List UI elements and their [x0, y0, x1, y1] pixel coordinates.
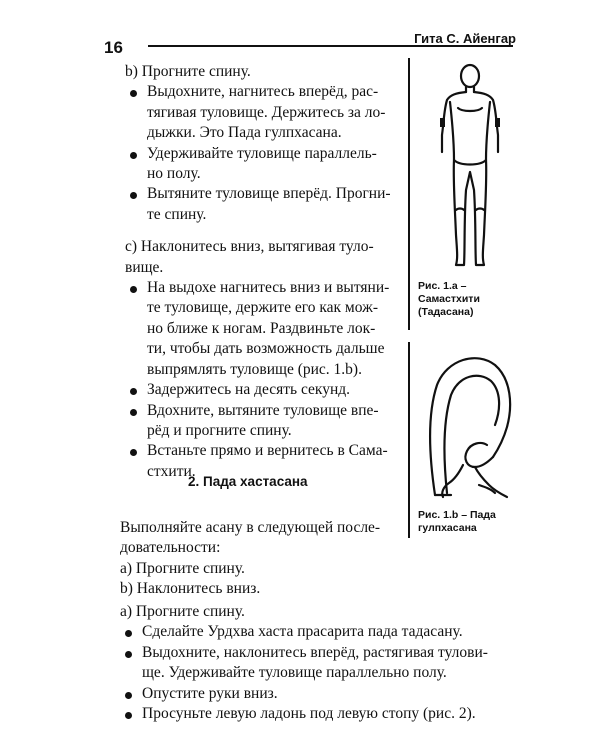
- bullet-item: [120, 704, 520, 724]
- line: Сделайте Урдхва хаста прасарита пада тадасану.: [142, 623, 463, 641]
- line: ти, чтобы дать возможность дальше: [147, 340, 385, 358]
- caption-line: гулпхасана: [418, 522, 477, 534]
- bullet-item: [120, 643, 520, 684]
- bullet-item: [125, 278, 405, 380]
- caption-line: Самастхити: [418, 293, 480, 305]
- line: рёд и прогните спину.: [147, 421, 292, 439]
- figure-1a-standing-pose: [420, 60, 520, 275]
- bullet-dot-icon: [130, 388, 137, 395]
- bullet-dot-icon: [130, 90, 137, 97]
- bullet-dot-icon: [130, 286, 137, 293]
- bullet-item: [125, 184, 405, 225]
- bullet-dot-icon: [125, 630, 132, 637]
- intro-line: довательности:: [120, 539, 221, 557]
- c-heading-line: c) Наклонитесь вниз, вытягивая туло-: [125, 238, 374, 256]
- step-line: a) Прогните спину.: [120, 559, 245, 577]
- section-intro: [120, 518, 520, 600]
- bullet-dot-icon: [130, 409, 137, 416]
- caption-line: Рис. 1.а –: [418, 280, 467, 292]
- line: но ближе к ногам. Раздвиньте лок-: [147, 319, 376, 337]
- caption-line: (Тадасана): [418, 306, 474, 318]
- line: На выдохе нагнитесь вниз и вытяни-: [147, 279, 390, 297]
- bullet-item: [120, 622, 520, 642]
- line: Опустите руки вниз.: [142, 684, 278, 702]
- bullet-dot-icon: [130, 449, 137, 456]
- section-heading: 2. Пада хастасана: [188, 474, 308, 489]
- figure-1b-forward-bend-pose: [415, 345, 525, 505]
- figure-1a-caption: [418, 280, 518, 319]
- bullet-dot-icon: [130, 192, 137, 199]
- c-heading-line: вище.: [125, 258, 164, 276]
- bullet-item: [125, 380, 405, 400]
- figure-divider: [408, 342, 410, 538]
- line: Встаньте прямо и вернитесь в Сама-: [147, 442, 388, 460]
- line: те спину.: [147, 205, 207, 223]
- running-head: Гита С. Айенгар: [414, 31, 516, 46]
- bullet-item: [120, 684, 520, 704]
- a-block: [120, 602, 520, 724]
- line: Вдохните, вытяните туловище впе-: [147, 401, 379, 419]
- line: Вытяните туловище вперёд. Прогни-: [147, 185, 391, 203]
- line: те туловище, держите его как мож-: [147, 299, 378, 317]
- text-column: [125, 62, 405, 482]
- step-line: b) Наклонитесь вниз.: [120, 580, 261, 598]
- line: ще. Удерживайте туловище параллельно полу.: [142, 664, 447, 682]
- line: дыжки. Это Пада гулпхасана.: [147, 124, 342, 142]
- line: тягивая туловище. Держитесь за ло-: [147, 103, 386, 121]
- b-heading: b) Прогните спину.: [125, 63, 251, 80]
- line: Выдохните, нагнитесь вперёд, рас-: [147, 83, 379, 101]
- bullet-dot-icon: [125, 651, 132, 658]
- bullet-dot-icon: [130, 152, 137, 159]
- a-heading: a) Прогните спину.: [120, 603, 245, 620]
- bullet-dot-icon: [125, 712, 132, 719]
- bullet-item: [125, 82, 405, 143]
- line: выпрямлять туловище (рис. 1.b).: [147, 360, 362, 378]
- caption-line: Рис. 1.b – Пада: [418, 509, 496, 521]
- bullet-dot-icon: [125, 692, 132, 699]
- figure-divider: [408, 58, 410, 330]
- line: стхити.: [147, 462, 196, 480]
- line: Выдохните, наклонитесь вперёд, растягивая тулови-: [142, 643, 488, 661]
- line: Задержитесь на десять секунд.: [147, 381, 351, 399]
- line: но полу.: [147, 165, 201, 183]
- bullet-item: [125, 144, 405, 185]
- line: Удерживайте туловище параллель-: [147, 144, 377, 162]
- intro-line: Выполняйте асану в следующей после-: [120, 519, 381, 536]
- bullet-item: [125, 401, 405, 442]
- line: Просуньте левую ладонь под левую стопу (рис. 2).: [142, 705, 476, 723]
- page-number: 16: [104, 38, 123, 57]
